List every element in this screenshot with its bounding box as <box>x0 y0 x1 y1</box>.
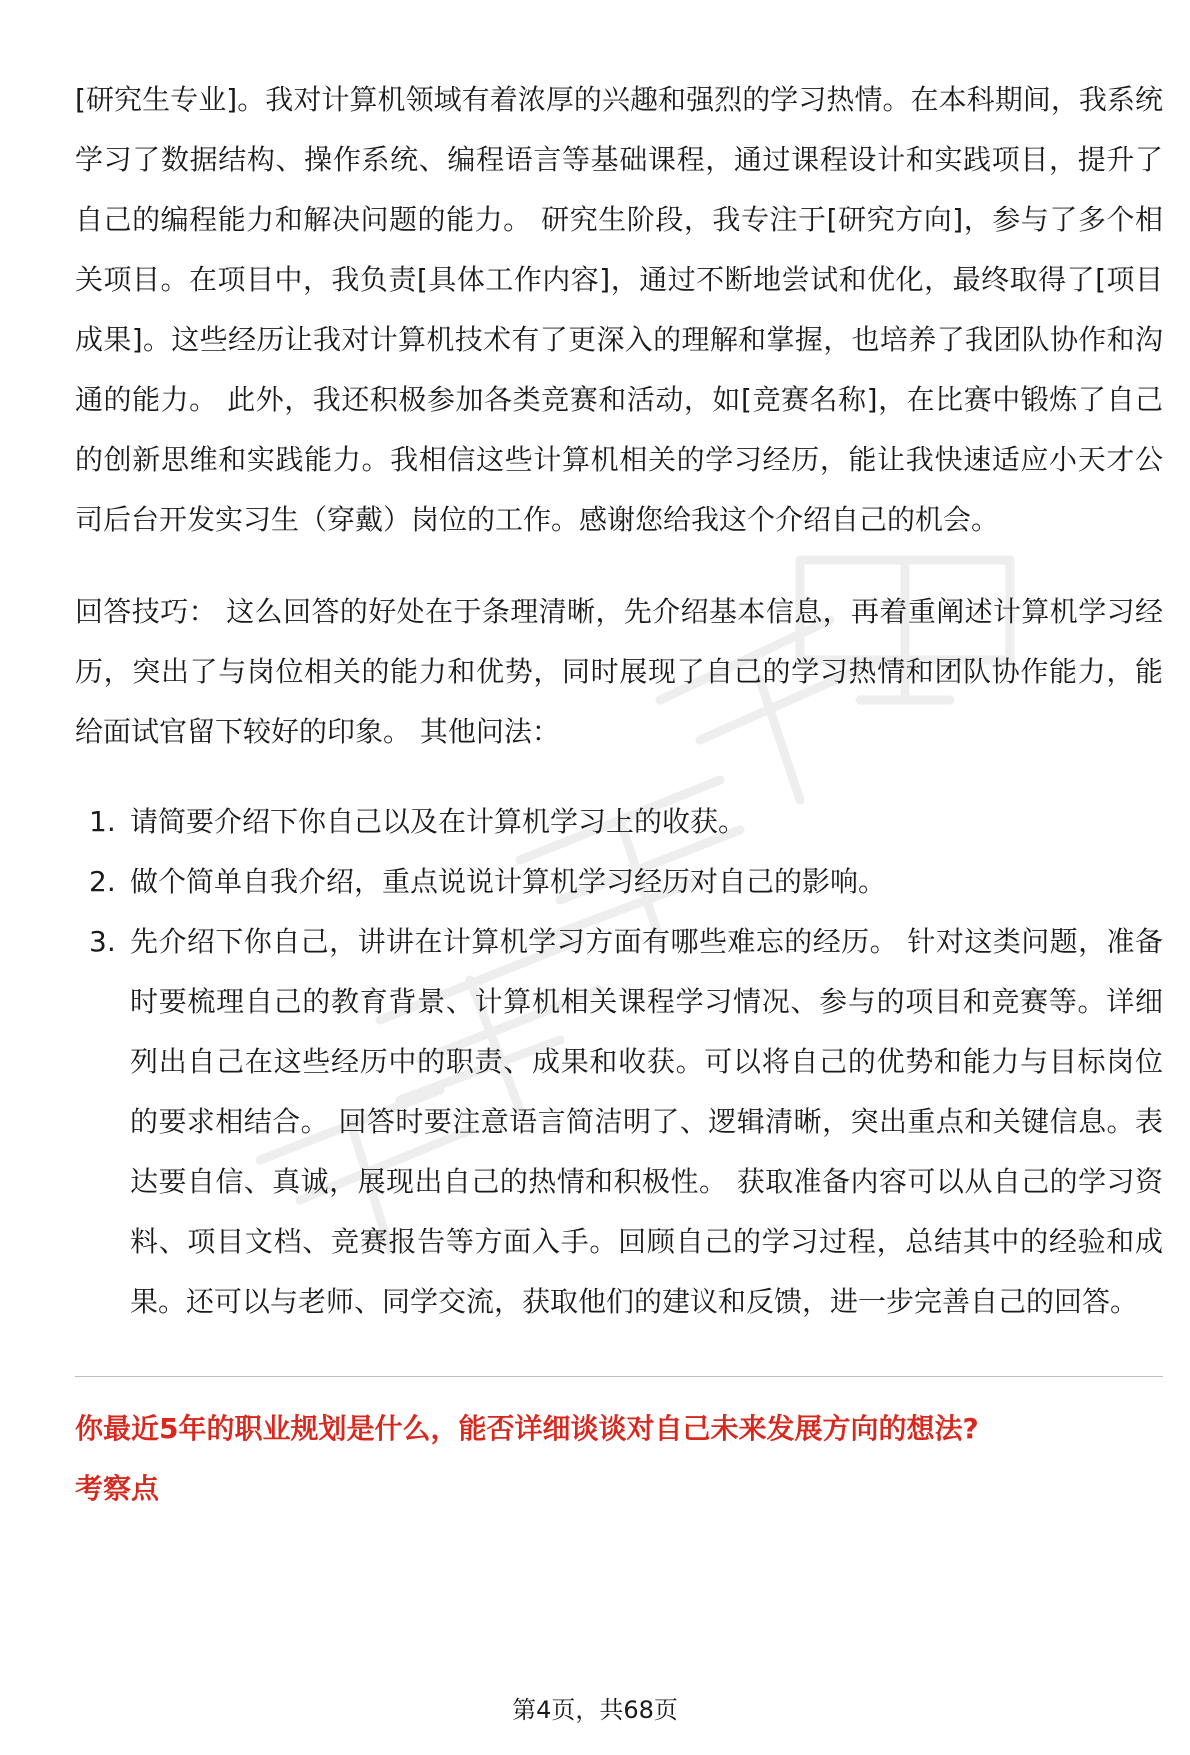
interview-question-heading: 你最近5年的职业规划是什么，能否详细谈谈对自己未来发展方向的想法? <box>75 1412 979 1445</box>
list-item-number: 3. <box>89 925 116 958</box>
section-divider <box>75 1376 1163 1377</box>
assessment-points-heading: 考察点 <box>75 1472 160 1505</box>
main-content <box>75 70 1163 1519</box>
list-item-number: 2. <box>89 865 116 898</box>
list-item-number: 1. <box>89 805 116 838</box>
list-item <box>75 792 1163 852</box>
intro-paragraph: [研究生专业]。我对计算机领域有着浓厚的兴趣和强烈的学习热情。在本科期间，我系统学习了数据结构、操作系统、编程语言等基础课程，通过课程设计和实践项目，提升了自己的编程能力和解决问题的能力。 研究生阶段，我专注于[研究方向]，参与了多个相关项目。在项目中，我负责[具体工作内容]，通过不断地尝试和优化，最终取得了[项目成果]。这些经历让我对计算机技术有了更深入的理解和掌握，也培养了我团队协作和沟通的能力。 此外，我还积极参加各类竞赛和活动，如[竞赛名称]，在比赛中锻炼了自己的创新思维和实践能力。我相信这些计算机相关的学习经历，能让我快速适应小天才公司后台开发实习生（穿戴）岗位的工作。感谢您给我这个介绍自己的机会。 <box>75 83 1163 536</box>
page-number-footer: 第4页，共68页 <box>512 1696 678 1724</box>
list-item <box>75 852 1163 912</box>
other-questions-list <box>75 792 1163 1332</box>
answer-tips-paragraph: 回答技巧： 这么回答的好处在于条理清晰，先介绍基本信息，再着重阐述计算机学习经历，突出了与岗位相关的能力和优势，同时展现了自己的学习热情和团队协作能力，能给面试官留下较好的印象。 其他问法： <box>75 595 1163 748</box>
list-item-text: 先介绍下你自己，讲讲在计算机学习方面有哪些难忘的经历。 针对这类问题，准备时要梳理自己的教育背景、计算机相关课程学习情况、参与的项目和竞赛等。详细列出自己在这些经历中的职责、成果和收获。可以将自己的优势和能力与目标岗位的要求相结合。 回答时要注意语言简洁明了、逻辑清晰，突出重点和关键信息。表达要自信、真诚，展现出自己的热情和积极性。 获取准备内容可以从自己的学习资料、项目文档、竞赛报告等方面入手。回顾自己的学习过程，总结其中的经验和成果。还可以与老师、同学交流，获取他们的建议和反馈，进一步完善自己的回答。 <box>130 925 1163 1318</box>
list-item-text: 请简要介绍下你自己以及在计算机学习上的收获。 <box>130 805 747 838</box>
list-item-text: 做个简单自我介绍，重点说说计算机学习经历对自己的影响。 <box>130 865 887 898</box>
list-item <box>75 912 1163 1332</box>
